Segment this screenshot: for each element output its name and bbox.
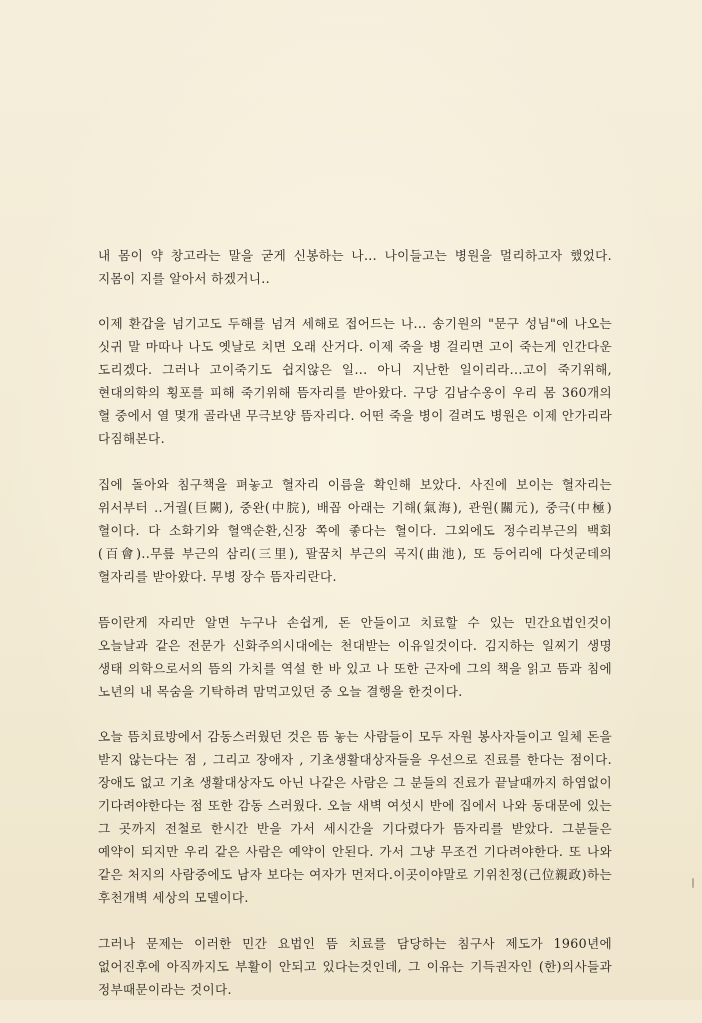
paragraph-6: 그러나 문제는 이러한 민간 요법인 뜸 치료를 담당하는 침구사 제도가 1960년에 없어진후에 아직까지도 부활이 안되고 있다는것인데, 그 이유는 기득권자인 (한)의사들과 정부때문이라는 것이다. [98,936,612,997]
document-body [98,244,612,1023]
paper-edge-mark [692,878,694,888]
paragraph-3: 집에 돌아와 침구책을 펴놓고 혈자리 이름을 확인해 보았다. 사진에 보이는 혈자리는 위서부터 ..거궐(巨闕), 중완(中脘), 배꼽 아래는 기해(氣海), 관원(關元), 중극(中極)혈이다. 다 소화기와 혈액순환,신장 쪽에 좋다는 혈이다. 그외에도 정수리부근의 백회(百會)..무릎 부근의 삼리(三里), 팔꿈치 부근의 곡지(曲池), 또 등어리에 다섯군데의 혈자리를 받아왔다. 무병 장수 뜸자리란다. [98,477,612,584]
paragraph-2: 이제 환갑을 넘기고도 두해를 넘겨 세해로 접어드는 나... 송기원의 "문구 성님"에 나오는 싯귀 말 마따나 나도 옛날로 치면 오래 산거다. 이제 죽을 병 걸리면 고이 죽는게 인간다운 도리겠다. 그러나 고이죽기도 쉽지않은 일... 아니 지난한 일이리라...고이 죽기위해, 현대의학의 횡포를 피해 죽기위해 뜸자리를 받아왔다. 구당 김남수옹이 우리 몸 360개의 혈 중에서 열 몇개 골라낸 무극보양 뜸자리다. 어떤 죽을 병이 걸려도 병원은 이제 안가리라 다짐해본다. [98,316,612,446]
paragraph-4: 뜸이란게 자리만 알면 누구나 손쉽게, 돈 안들이고 치료할 수 있는 민간요법인것이 오늘날과 같은 전문가 신화주의시대에는 천대받는 이유일것이다. 김지하는 일찌기 생명 생태 의학으로서의 뜸의 가치를 역설 한 바 있고 나 또한 근자에 그의 책을 읽고 뜸과 침에 노년의 내 목숨을 기탁하려 맘먹고있던 중 오늘 결행을 한것이다. [98,615,612,699]
paragraph-1: 내 몸이 약 창고라는 말을 굳게 신봉하는 나... 나이들고는 병원을 멀리하고자 했었다. 지몸이 지를 알아서 하겠거니.. [98,248,612,286]
paragraph-5: 오늘 뜸치료방에서 감동스러웠던 것은 뜸 놓는 사람들이 모두 자원 봉사자들이고 일체 돈을 받지 않는다는 점 , 그리고 장애자 , 기초생활대상자들을 우선으로 진료를 한다는 점이다. 장애도 없고 기초 생활대상자도 아닌 나같은 사람은 그 분들의 진료가 끝날때까지 하염없이 기다려야한다는 점 또한 감동 스러웠다. 오늘 새벽 여섯시 반에 집에서 나와 동대문에 있는 그 곳까지 전철로 한시간 반을 가서 세시간을 기다렸다가 뜸자리를 받았다. 그분들은 예약이 되지만 우리 같은 사람은 예약이 안된다. 가서 그냥 무조건 기다려야한다. 또 나와 같은 처지의 사람중에도 남자 보다는 여자가 먼저다.이곳이야말로 기위친정(己位親政)하는 후천개벽 세상의 모델이다. [98,729,612,905]
